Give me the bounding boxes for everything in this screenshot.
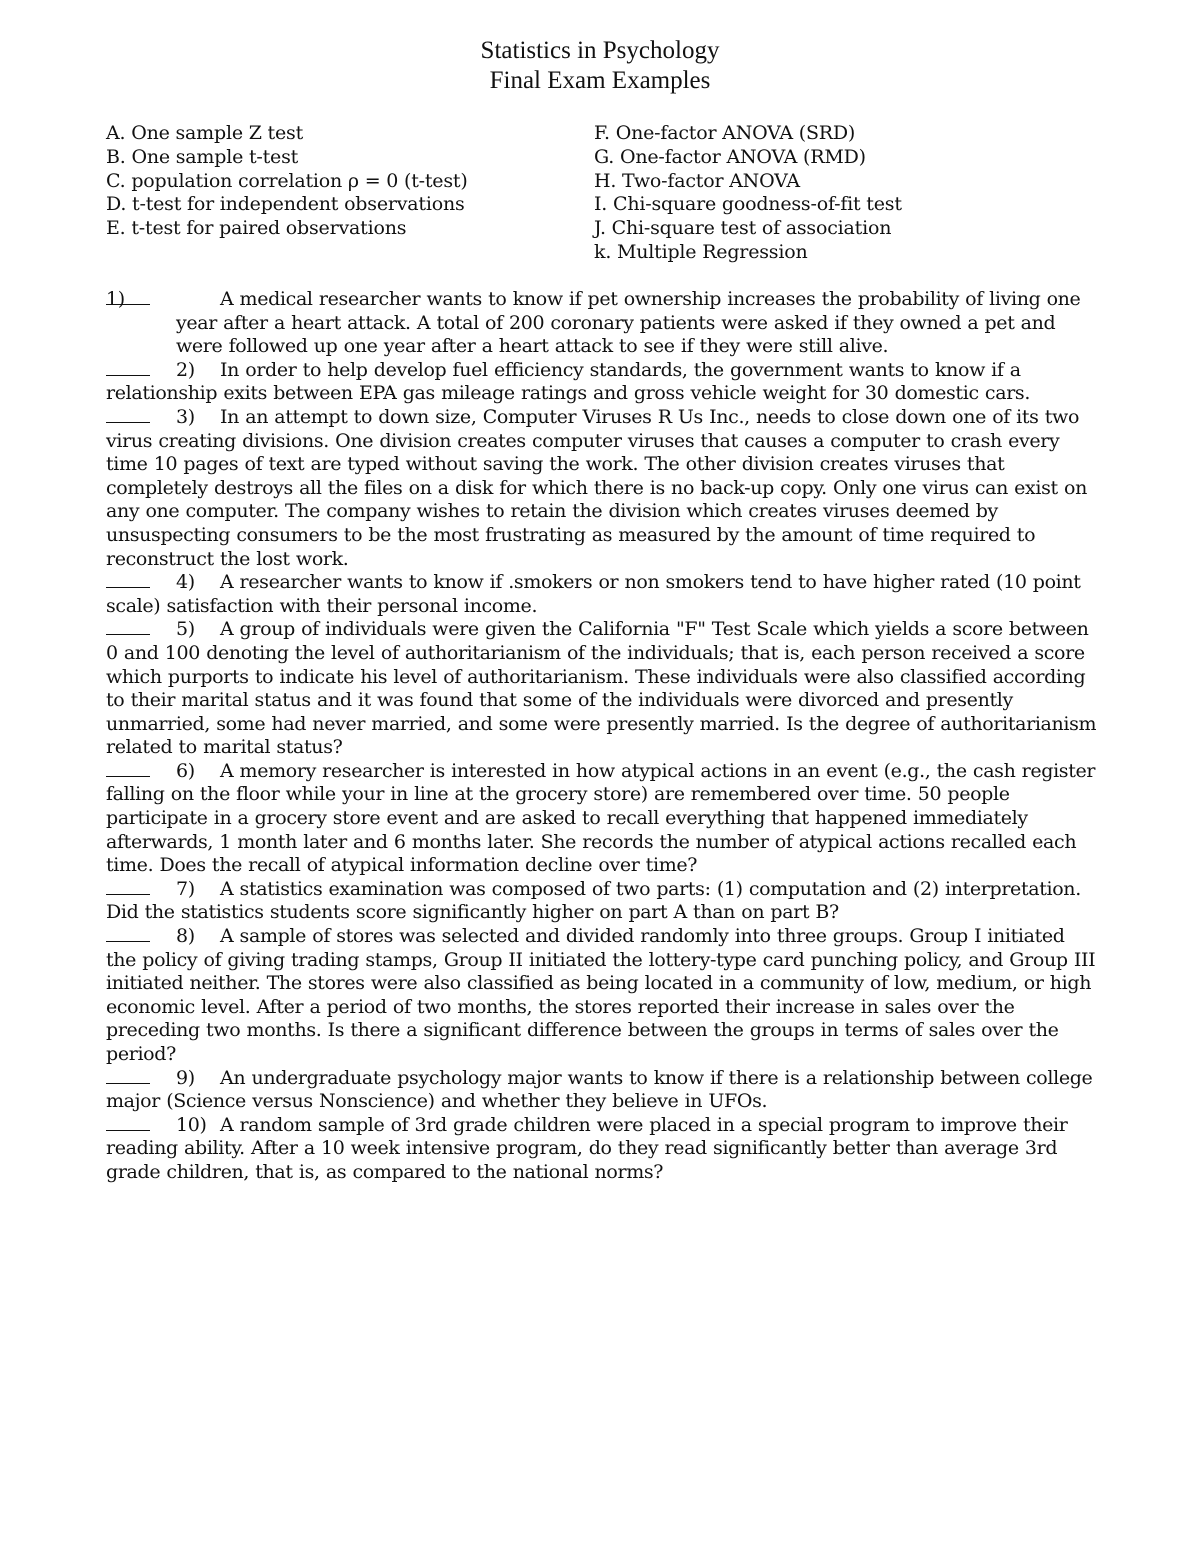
question-item [106, 406, 1098, 571]
question-text: A medical researcher wants to know if pet ownership increases the probability of living one year after a heart attack. A total of 200 coronary patients were asked if they owned a pet and were followed up one year after a heart attack to see if they were still alive. [176, 288, 1081, 358]
question-item [106, 288, 1098, 359]
question-item [106, 925, 1098, 1067]
answer-blank[interactable] [106, 926, 150, 942]
question-text: An undergraduate psychology major wants to know if there is a relationship between college major (Science versus Nonscience) and whether they believe in UFOs. [106, 1066, 1093, 1113]
option-h: H. Two-factor ANOVA [594, 169, 800, 192]
question-number: 10) [176, 1113, 207, 1136]
question-item [106, 1114, 1098, 1185]
options-right-column [594, 122, 1106, 265]
question-text: A memory researcher is interested in how atypical actions in an event (e.g., the cash register falling on the floor while your in line at the grocery store) are remembered over time. 50 people participate in a grocery store event and are asked to recall everything that happened immediately afterwards, 1 month later and 6 months later. She records the number of atypical actions recalled each time. Does the recall of atypical information decline over time? [106, 759, 1096, 877]
option-b: B. One sample t-test [106, 145, 299, 168]
question-number: 6) [176, 759, 195, 782]
answer-blank[interactable] [106, 879, 150, 895]
answer-blank[interactable] [106, 407, 150, 423]
option-j: J. Chi-square test of association [594, 217, 892, 240]
page-subtitle: Final Exam Examples [489, 67, 711, 94]
question-text: A researcher wants to know if .smokers or non smokers tend to have higher rated (10 point scale) satisfaction with their personal income. [106, 571, 1081, 617]
option-c: C. population correlation ρ = 0 (t-test) [106, 169, 468, 192]
question-number: 2) [176, 358, 195, 381]
answer-blank[interactable] [106, 360, 150, 376]
question-number: 7) [176, 877, 195, 900]
option-e: E. t-test for paired observations [106, 217, 407, 240]
question-number: 3) [176, 405, 195, 428]
question-item [106, 571, 1098, 618]
title-block [0, 36, 1200, 96]
question-text: A group of individuals were given the California "F" Test Scale which yields a score between 0 and 100 denoting the level of authoritarianism of the individuals; that is, each person received a score which purports to indicate his level of authoritarianism. These individuals were also classified according to their marital status and it was found that some of the individuals were divorced and presently unmarried, some had never married, and some were presently married. Is the degree of authoritarianism related to marital status? [106, 618, 1097, 759]
answer-blank[interactable] [106, 572, 150, 588]
question-text: A sample of stores was selected and divided randomly into three groups. Group I initiated the policy of giving trading stamps, Group II initiated the lottery-type card punching policy, and Group III initiated neither. The stores were also classified as being located in a community of low, medium, or high economic level. After a period of two months, the stores reported their increase in sales over the preceding two months. Is there a significant difference between the groups in terms of sales over the period? [106, 925, 1096, 1065]
question-text: In an attempt to down size, Computer Viruses R Us Inc., needs to close down one of its two virus creating divisions. One division creates computer viruses that causes a computer to crash every time 10 pages of text are typed without saving the work. The other division creates viruses that completely destroys all the files on a disk for which there is no back-up copy. Only one virus can exist on any one computer. The company wishes to retain the division which creates viruses deemed by unsuspecting consumers to be the most frustrating as measured by the amount of time required to reconstruct the lost work. [106, 405, 1087, 570]
option-i: I. Chi-square goodness-of-fit test [594, 193, 902, 216]
answer-blank[interactable] [106, 1115, 150, 1131]
option-k: k. Multiple Regression [594, 240, 808, 263]
answer-blank[interactable] [106, 1068, 150, 1084]
options-left-column [106, 122, 586, 241]
question-number: 1) [106, 288, 125, 310]
option-f: F. One-factor ANOVA (SRD) [594, 122, 856, 144]
question-text: A random sample of 3rd grade children were placed in a special program to improve their reading ability. After a 10 week intensive program, do they read significantly better than average 3rd grade children, that is, as compared to the national norms? [106, 1113, 1068, 1183]
option-g: G. One-factor ANOVA (RMD) [594, 145, 866, 168]
question-item [106, 760, 1098, 878]
question-item [106, 618, 1098, 760]
answer-blank[interactable] [106, 761, 150, 777]
page-title: Statistics in Psychology [480, 37, 720, 64]
option-d: D. t-test for independent observations [106, 193, 465, 216]
question-item [106, 1067, 1098, 1114]
question-text: In order to help develop fuel efficiency standards, the government wants to know if a relationship exits between EPA gas mileage ratings and gross vehicle weight for 30 domestic cars. [106, 358, 1031, 405]
question-item [106, 878, 1098, 925]
question-text: A statistics examination was composed of two parts: (1) computation and (2) interpretation. Did the statistics students score significantly higher on part A than on part B? [106, 877, 1081, 924]
question-item [106, 359, 1098, 406]
answer-blank[interactable] [106, 619, 150, 635]
question-number: 9) [176, 1066, 195, 1089]
question-list [106, 288, 1098, 1185]
question-number: 5) [176, 618, 195, 641]
option-a: A. One sample Z test [106, 122, 304, 144]
question-number: 8) [176, 925, 195, 948]
question-number: 4) [176, 571, 195, 594]
